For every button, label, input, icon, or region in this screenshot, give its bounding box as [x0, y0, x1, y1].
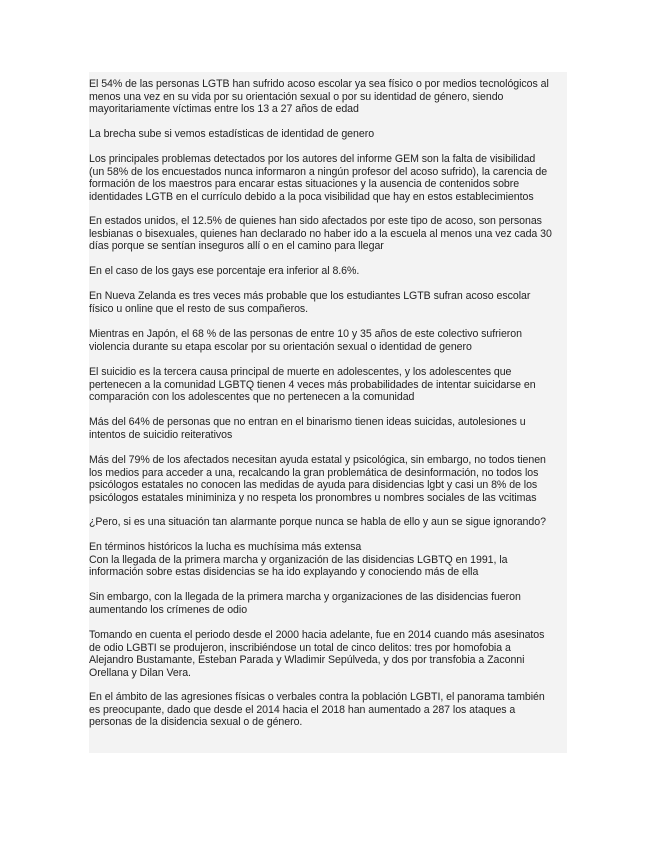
document-body	[89, 72, 567, 753]
paragraph-historical-struggle: En términos históricos la lucha es muchísima más extensa Con la llegada de la primera marcha y organización de las disidencias LGBTQ en 1991, la información sobre estas disidencias se ha ido explayando y conociendo más de ella	[89, 541, 508, 579]
paragraph-suicide-adolescents: El suicidio es la tercera causa principal de muerte en adolescentes, y los adolescentes que pertenecen a la comunidad LGBTQ tienen 4 veces más probabilidades de intentar suicidarse en comparación con los adolescentes que no pertenecen a la comunidad	[89, 366, 536, 404]
paragraph-aggressions-2014-2018: En el ámbito de las agresiones físicas o verbales contra la población LGBTI, el panorama también es preocupante, dado que desde el 2014 hacia el 2018 han aumentado a 287 los ataques a personas de la disidencia sexual o de género.	[89, 691, 545, 729]
paragraph-new-zealand: En Nueva Zelanda es tres veces más probable que los estudiantes LGTB sufran acoso escolar físico u online que el resto de sus compañeros.	[89, 290, 531, 315]
paragraph-gem-report-problems: Los principales problemas detectados por los autores del informe GEM son la falta de visibilidad (un 58% de los encuestados nunca informaron a ningún profesor del acoso sufrido), la carencia de formación de los maestros para encarar estas situaciones y la ausencia de contenidos sobre identidades LGTB en el currículo debido a la poca visibilidad que hay en estos establecimientos	[89, 153, 548, 203]
paragraph-non-binary-suicide: Más del 64% de personas que no entran en el binarismo tienen ideas suicidas, autolesiones u intentos de suicidio reiterativos	[89, 416, 526, 441]
paragraph-gays-percentage: En el caso de los gays ese porcentaje era inferior al 8.6%.	[89, 265, 360, 277]
paragraph-2014-hate-murders: Tomando en cuenta el periodo desde el 2000 hacia adelante, fue en 2014 cuando más asesinatos de odio LGBTI se produjeron, inscribiéndose un total de cinco delitos: tres por homofobia a Alejandro Bustamante, Esteban Parada y Wladimir Sepúlveda, y dos por transfobia a Zaconni Orellana y Dilan Vera.	[89, 629, 545, 679]
paragraph-united-states: En estados unidos, el 12.5% de quienes han sido afectados por este tipo de acoso, son personas lesbianas o bisexuales, quienes han declarado no haber ido a la escuela al menos una vez cada 30 días porque se sentían inseguros allí o en el camino para llegar	[89, 215, 552, 253]
paragraph-hate-crimes-increase: Sin embargo, con la llegada de la primera marcha y organizaciones de las disidencias fueron aumentando los crímenes de odio	[89, 591, 521, 616]
paragraph-alarming-question: ¿Pero, si es una situación tan alarmante porque nunca se habla de ello y aun se sigue ignorando?	[89, 516, 546, 528]
paragraph-state-psychological-help: Más del 79% de los afectados necesitan ayuda estatal y psicológica, sin embargo, no todos tienen los medios para acceder a una, recalcando la gran problemática de desinformación, no todos los psicólogos estatales no conocen las medidas de ayuda para disidencias lgbt y casi un 8% de los psicólogos estatales miniminiza y no respeta los pronombres u nombres sociales de las vcitimas	[89, 454, 546, 504]
paragraph-lgtb-school-bullying: El 54% de las personas LGTB han sufrido acoso escolar ya sea físico o por medios tecnológicos al menos una vez en su vida por su orientación sexual o por su identidad de género, siendo mayoritariamente víctimas entre los 13 a 27 años de edad	[89, 78, 549, 116]
paragraph-japan: Mientras en Japón, el 68 % de las personas de entre 10 y 35 años de este colectivo sufrieron violencia durante su etapa escolar por su orientación sexual o identidad de genero	[89, 328, 522, 353]
paragraph-gender-identity-gap: La brecha sube si vemos estadísticas de identidad de genero	[89, 128, 375, 140]
